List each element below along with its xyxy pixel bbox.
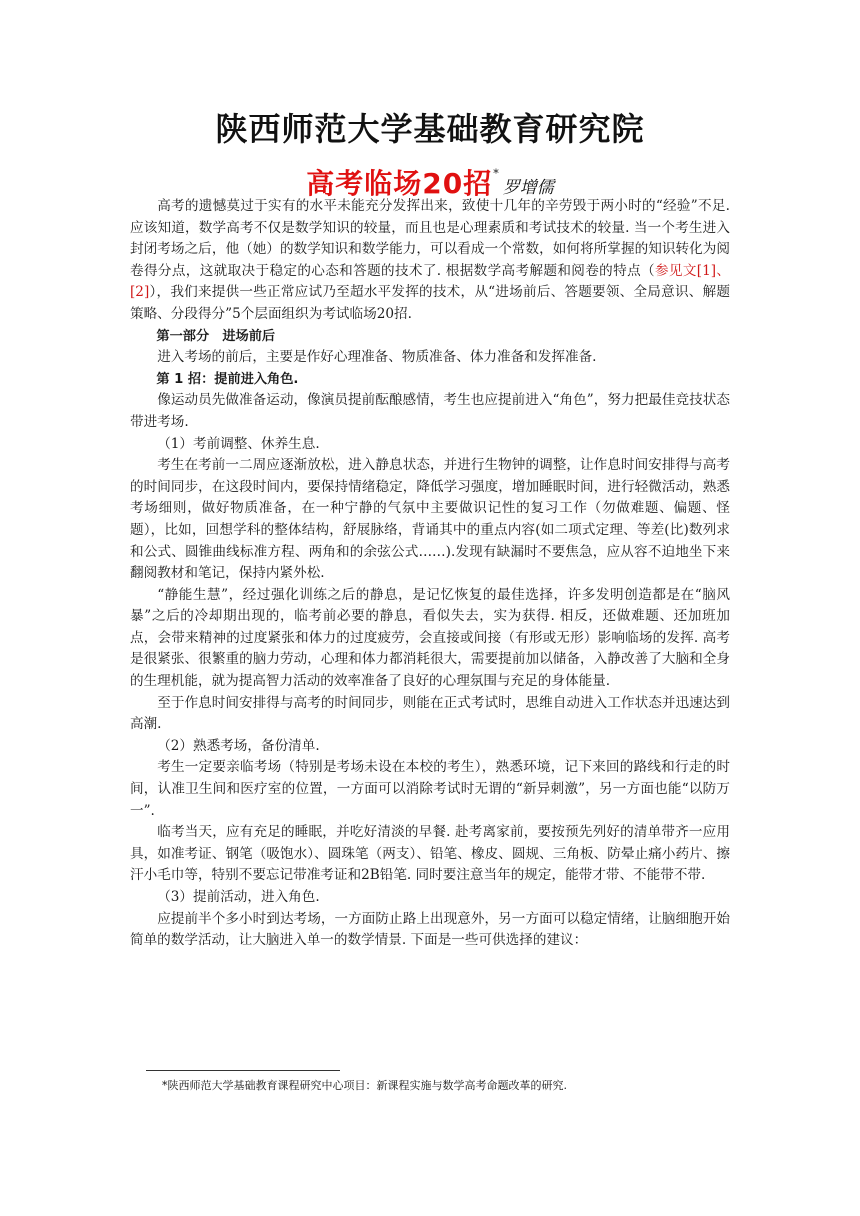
section-heading: 第一部分 进场前后 [156, 328, 276, 344]
subheading: （1）考前调整、休养生息. [157, 435, 320, 452]
paragraph: “静能生慧”，经过强化训练之后的静息，是记忆恢复的最佳选择，许多发明创造都是在“脑风暴”之后的冷却期出现的，临考前必要的静息，看似失去，实为获得. 相反，还做难题、还加班加点，会带来精神的过度紧张和体力的过度疲劳，会直接或间接（有形或无形）影响临场的发挥. 高考是很紧张、很繁重的脑力劳动，心理和体力都消耗很大，需要提前加以储备，入静改善了大脑和全身的生理机能，就为提高智力活动的效率准备了良好的心理氛围与充足的身体能量. [130, 586, 730, 690]
intro-text-1: 高考的遗憾莫过于实有的水平未能充分发挥出来，致使十几年的辛劳毁于两小时的“经验”不足. 应该知道，数学高考不仅是数学知识的较量，而且也是心理素质和考试技术的较量. 当一个考生进入封闭考场之后，他（她）的数学知识和数学能力，可以看成一个常数，如何将所掌握的知识转化为阅卷得分点，这就取决于稳定的心态和答题的技术了. 根据数学高考解题和阅卷的特点（ [130, 198, 730, 279]
paragraph: 像运动员先做准备运动，像演员提前酝酿感情，考生也应提前进入“角色”，努力把最佳竞技状态带进考场. [130, 392, 730, 430]
footnote-marker: * [493, 167, 499, 180]
paragraph: 临考当天，应有充足的睡眠，并吃好清淡的早餐. 赴考离家前，要按预先列好的清单带齐一应用具，如准考证、钢笔（吸饱水）、圆珠笔（两支）、铅笔、橡皮、圆规、三角板、防晕止痛小药片、擦汗小毛巾等，特别不要忘记带准考证和2B铅笔. 同时要注意当年的规定，能带才带、不能带不带. [130, 824, 730, 884]
intro-text-2: ），我们来提供一些正常应试乃至超水平发挥的技术，从“进场前后、答题要领、全局意识、解题策略、分段得分”5个层面组织为考试临场20招. [130, 284, 730, 322]
paragraph: 考生在考前一二周应逐渐放松，进入静息状态，并进行生物钟的调整，让作息时间安排得与高考的时间同步，在这段时间内，要保持情绪稳定，降低学习强度，增加睡眠时间，进行轻微活动，熟悉考场细则，做好物质准备，在一种宁静的气氛中主要做识记性的复习工作（勿做难题、偏题、怪题），比如，回想学科的整体结构，舒展脉络，背诵其中的重点内容(如二项式定理、等差(比)数列求和公式、圆锥曲线标准方程、两角和的余弦公式……).发现有缺漏时不要焦急，应从容不迫地坐下来翻阅教材和笔记，保持内紧外松. [130, 457, 730, 582]
article-title: 高考临场20招 [306, 167, 493, 200]
author-name: 罗增儒 [502, 178, 554, 198]
subtitle-row [130, 154, 730, 200]
paragraph: 考生一定要亲临考场（特别是考场未设在本校的考生），熟悉环境，记下来回的路线和行走的时间，认准卫生间和医疗室的位置，一方面可以消除考试时无谓的“新异刺激”，另一方面也能“以防万一”. [130, 759, 730, 819]
document-page [130, 104, 730, 952]
tip-heading: 第 1 招：提前进入角色. [156, 371, 299, 387]
page-title: 陕西师范大学基础教育研究院 [215, 110, 645, 148]
footnote-divider [146, 1070, 340, 1071]
paragraph: 至于作息时间安排得与高考的时间同步，则能在正式考试时，思维自动进入工作状态并迅速达到高潮. [130, 694, 730, 733]
article-body [130, 196, 730, 952]
paragraph: 应提前半个多小时到达考场，一方面防止路上出现意外，另一方面可以稳定情绪，让脑细胞开始简单的数学活动，让大脑进入单一的数学情景. 下面是一些可供选择的建议： [130, 910, 730, 949]
subheading: （2）熟悉考场，备份清单. [157, 737, 320, 754]
footnote: *陕西师范大学基础教育课程研究中心项目：新课程实施与数学高考命题改革的研究. [162, 1079, 567, 1092]
paragraph: 进入考场的前后，主要是作好心理准备、物质准备、体力准备和发挥准备. [157, 349, 597, 366]
subheading: （3）提前活动，进入角色. [157, 889, 320, 905]
intro-paragraph [130, 196, 730, 326]
reference-link[interactable]: 参见文[1]、[2] [130, 262, 730, 301]
